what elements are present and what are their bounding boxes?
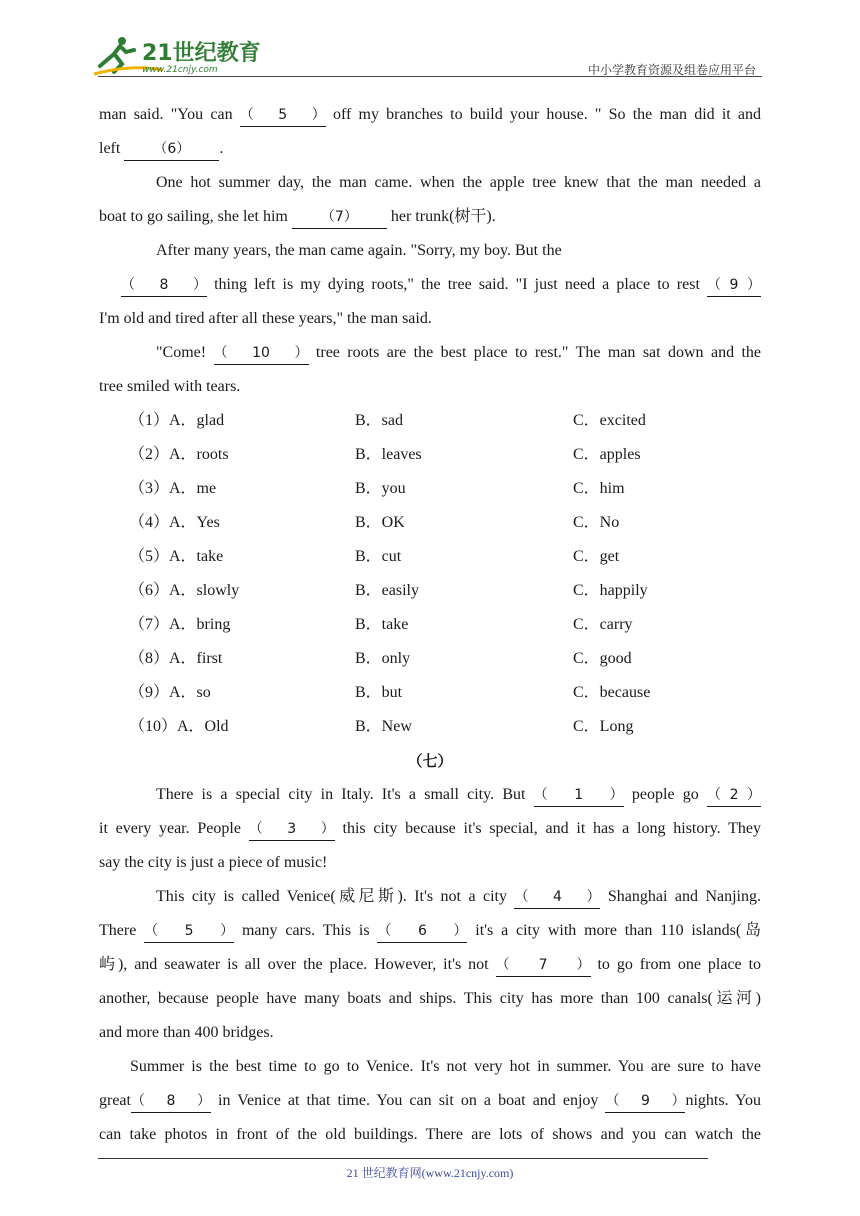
- answer-blank[interactable]: （10）: [214, 342, 309, 365]
- option-c[interactable]: C．because: [573, 684, 651, 701]
- passage-line: One hot summer day, the man came. when the apple tree knew that the man needed a: [156, 174, 761, 191]
- passage-line: There （5） many cars. This is （6） it's a city with more than 110 islands(岛: [99, 914, 761, 948]
- option-row: [99, 404, 761, 438]
- option-a[interactable]: （1）A．glad: [129, 412, 225, 429]
- answer-blank[interactable]: （5）: [144, 920, 234, 943]
- answer-blank[interactable]: （6）: [377, 920, 467, 943]
- option-a[interactable]: （10）A．Old: [129, 718, 229, 735]
- passage-line: say the city is just a piece of music!: [99, 854, 328, 871]
- answer-blank[interactable]: （4）: [514, 886, 600, 909]
- option-c[interactable]: C．apples: [573, 446, 641, 463]
- option-a[interactable]: （8）A．first: [129, 650, 223, 667]
- answer-options: [99, 404, 761, 744]
- option-b[interactable]: B．cut: [355, 548, 402, 565]
- page-header: [0, 0, 860, 80]
- header-divider: [98, 76, 762, 77]
- passage-line: "Come! （10） tree roots are the best place to rest." The man sat down and the: [99, 336, 761, 370]
- option-c[interactable]: C．excited: [573, 412, 646, 429]
- option-row: [99, 710, 761, 744]
- option-b[interactable]: B．you: [355, 480, 406, 497]
- option-b[interactable]: B．sad: [355, 412, 404, 429]
- passage-line: it every year. People （3） this city because it's special, and it has a long history. They: [99, 812, 761, 846]
- option-row: [99, 506, 761, 540]
- passage-line: （8） thing left is my dying roots," the tree said. "I just need a place to rest （9）: [99, 268, 761, 302]
- option-a[interactable]: （3）A．me: [129, 480, 217, 497]
- option-b[interactable]: B．only: [355, 650, 411, 667]
- option-c[interactable]: C．No: [573, 514, 620, 531]
- option-b[interactable]: B．OK: [355, 514, 405, 531]
- passage-line: I'm old and tired after all these years," the man said.: [99, 310, 432, 327]
- passage-line: Summer is the best time to go to Venice. It's not very hot in summer. You are sure to have: [130, 1058, 761, 1075]
- option-row: [99, 540, 761, 574]
- answer-blank[interactable]: （1）: [534, 784, 624, 807]
- option-c[interactable]: C．Long: [573, 718, 634, 735]
- answer-blank[interactable]: （3）: [249, 818, 335, 841]
- option-b[interactable]: B．but: [355, 684, 403, 701]
- option-a[interactable]: （4）A．Yes: [129, 514, 220, 531]
- option-c[interactable]: C．get: [573, 548, 620, 565]
- option-a[interactable]: （7）A．bring: [129, 616, 231, 633]
- svg-text:www.21cnjy.com: www.21cnjy.com: [142, 65, 218, 75]
- answer-blank[interactable]: （8）: [121, 274, 207, 297]
- answer-blank[interactable]: （8）: [131, 1090, 211, 1113]
- answer-blank[interactable]: （2）: [707, 784, 761, 807]
- passage-line: After many years, the man came again. "Sorry, my boy. But the: [156, 242, 562, 259]
- option-a[interactable]: （6）A．slowly: [129, 582, 240, 599]
- option-b[interactable]: B．easily: [355, 582, 419, 599]
- platform-tagline: 中小学教育资源及组卷应用平台: [587, 63, 756, 77]
- passage-line: There is a special city in Italy. It's a small city. But （1） people go （2）: [99, 778, 761, 812]
- option-row: [99, 608, 761, 642]
- option-row: [99, 472, 761, 506]
- option-b[interactable]: B．leaves: [355, 446, 422, 463]
- passage-line: tree smiled with tears.: [99, 378, 241, 395]
- passage-line: 屿), and seawater is all over the place. However, it's not （7） to go from one place to: [99, 948, 761, 982]
- option-row: [99, 438, 761, 472]
- option-a[interactable]: （5）A．take: [129, 548, 224, 565]
- option-c[interactable]: C．him: [573, 480, 625, 497]
- answer-blank[interactable]: （7）: [292, 206, 387, 229]
- answer-blank[interactable]: （5）: [240, 104, 326, 127]
- answer-blank[interactable]: （9）: [707, 274, 761, 297]
- option-a[interactable]: （9）A．so: [129, 684, 211, 701]
- site-logo: [92, 34, 262, 78]
- option-b[interactable]: B．take: [355, 616, 409, 633]
- option-row: [99, 676, 761, 710]
- passage-line: This city is called Venice(威尼斯). It's not a city （4） Shanghai and Nanjing.: [99, 880, 761, 914]
- passage-line: boat to go sailing, she let him （7） her trunk(树干).: [99, 200, 761, 234]
- passage-line: and more than 400 bridges.: [99, 1024, 274, 1041]
- passage-line: man said. "You can （5） off my branches to build your house. " So the man did it and: [99, 98, 761, 132]
- option-a[interactable]: （2）A．roots: [129, 446, 229, 463]
- passage-line: left （6） .: [99, 132, 761, 166]
- svg-text:21世纪教育: 21世纪教育: [142, 41, 261, 66]
- option-c[interactable]: C．good: [573, 650, 632, 667]
- answer-blank[interactable]: （9）: [605, 1090, 685, 1113]
- answer-blank[interactable]: （6）: [124, 138, 219, 161]
- footer-divider: [98, 1158, 708, 1159]
- option-row: [99, 642, 761, 676]
- passage-line: great（8） in Venice at that time. You can sit on a boat and enjoy （9）nights. You: [99, 1084, 761, 1118]
- page-footer[interactable]: 21 世纪教育网(www.21cnjy.com): [346, 1166, 514, 1180]
- option-c[interactable]: C．happily: [573, 582, 648, 599]
- passage-line: another, because people have many boats and ships. This city has more than 100 canals(运河): [99, 990, 761, 1007]
- option-c[interactable]: C．carry: [573, 616, 633, 633]
- answer-blank[interactable]: （7）: [496, 954, 591, 977]
- option-b[interactable]: B．New: [355, 718, 412, 735]
- passage-line: can take photos in front of the old buildings. There are lots of shows and you can watch the: [99, 1126, 761, 1143]
- option-row: [99, 574, 761, 608]
- section-title: （七）: [407, 752, 453, 770]
- document-body: [99, 98, 761, 1152]
